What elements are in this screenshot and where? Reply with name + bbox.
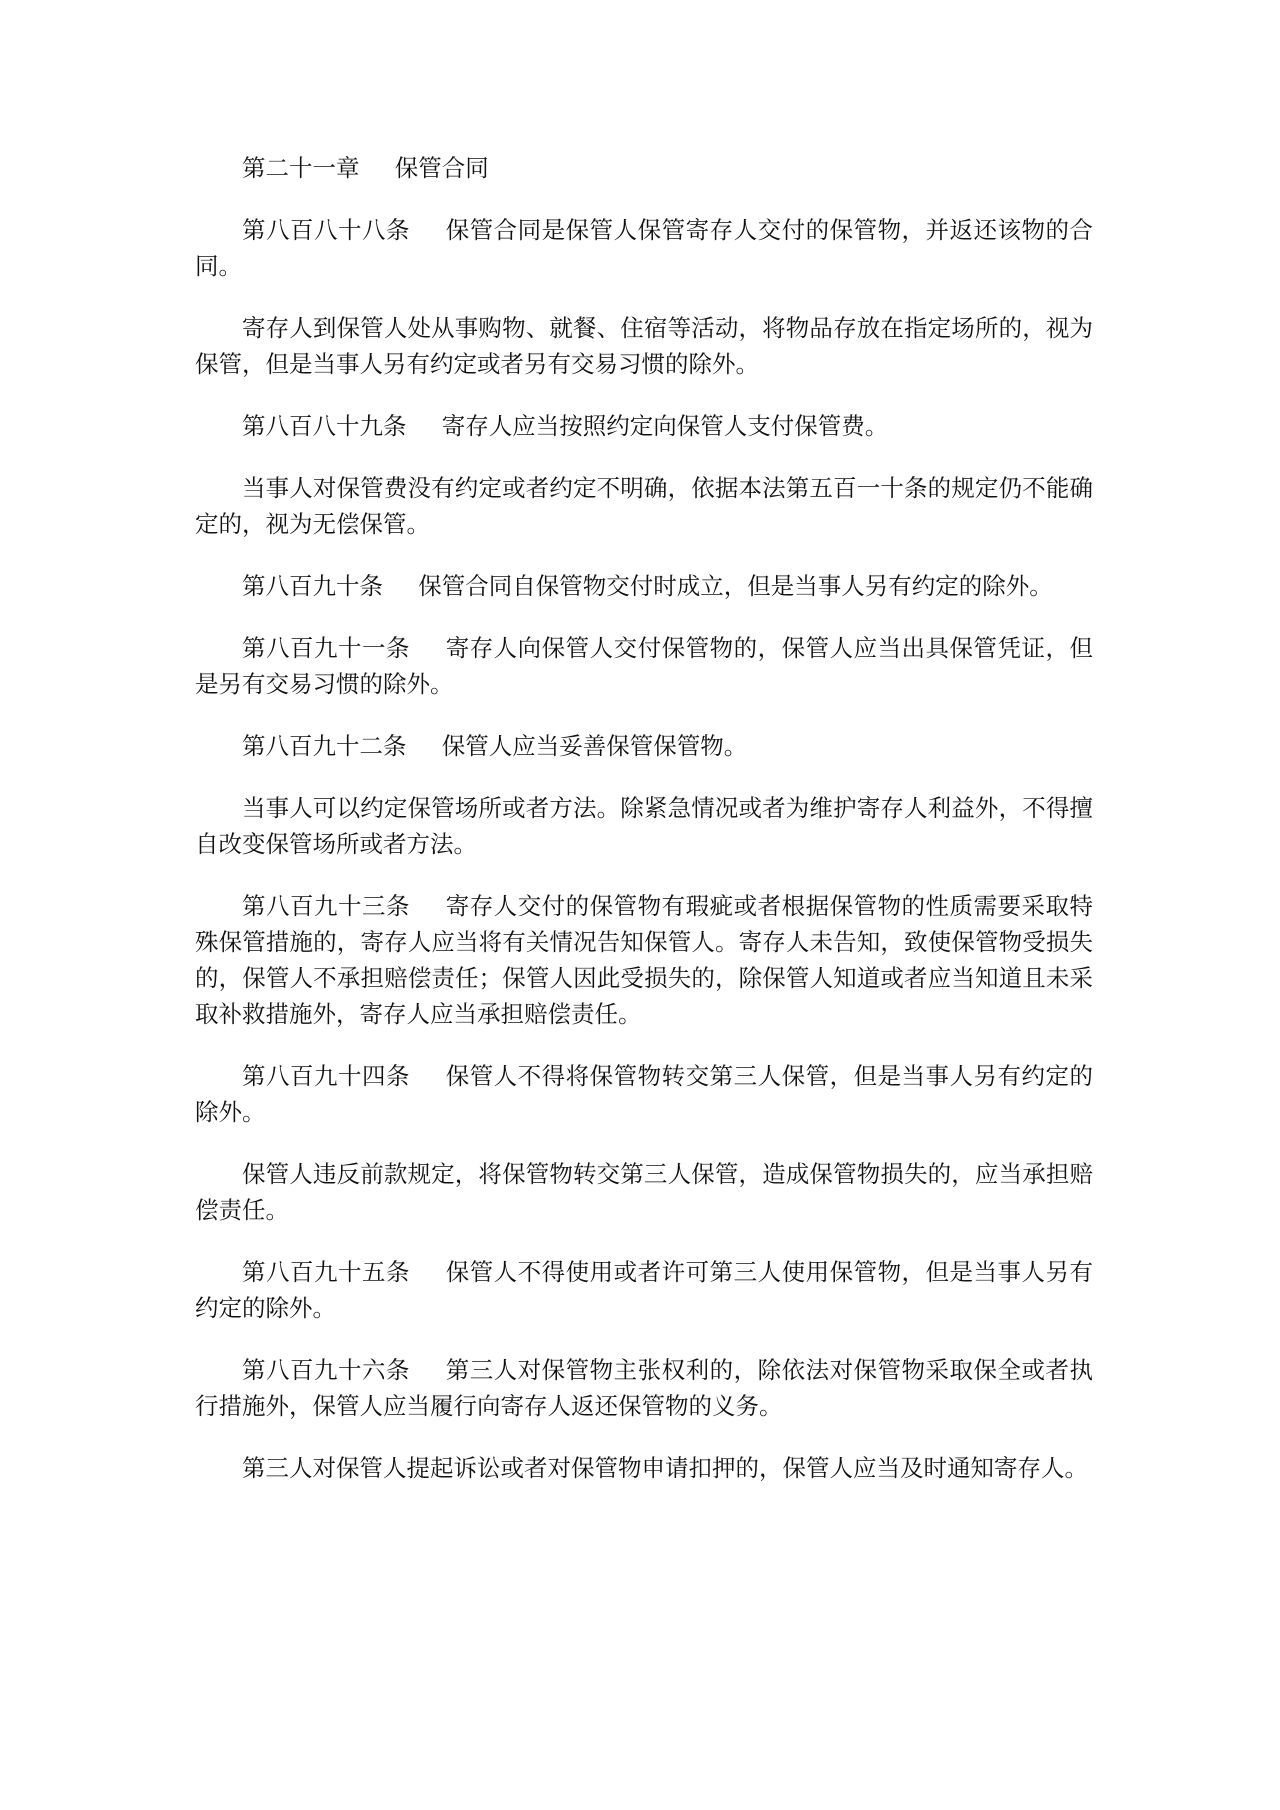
article-heading: 第八百九十三条 [242, 892, 410, 920]
article-894-para-2 [195, 1156, 1093, 1228]
chapter-name: 保管合同 [394, 154, 489, 182]
article-text: 第三人对保管物主张权利的，除依法对保管物采取保全或者执行措施外，保管人应当履行向寄存人返还保管物的义务。 [195, 1356, 1094, 1420]
article-text: 当事人可以约定保管场所或者方法。除紧急情况或者为维护寄存人利益外，不得擅自改变保管场所或者方法。 [195, 794, 1093, 858]
article-888 [195, 212, 1093, 284]
article-896-para-2 [195, 1450, 1093, 1486]
article-text: 保管人不得将保管物转交第三人保管，但是当事人另有约定的除外。 [195, 1062, 1094, 1126]
article-text: 寄存人向保管人交付保管物的，保管人应当出具保管凭证，但是另有交易习惯的除外。 [195, 634, 1094, 698]
article-text: 保管人违反前款规定，将保管物转交第三人保管，造成保管物损失的，应当承担赔偿责任。 [195, 1160, 1093, 1224]
article-heading: 第八百九十五条 [242, 1258, 410, 1286]
article-heading: 第八百九十条 [242, 572, 383, 600]
article-heading: 第八百八十九条 [242, 412, 407, 440]
article-heading: 第八百八十八条 [242, 216, 410, 244]
article-891 [195, 630, 1093, 702]
article-text: 保管人应当妥善保管保管物。 [441, 732, 748, 760]
article-text: 寄存人应当按照约定向保管人支付保管费。 [441, 412, 889, 440]
article-text: 当事人对保管费没有约定或者约定不明确，依据本法第五百一十条的规定仍不能确定的，视为无偿保管。 [195, 474, 1093, 538]
article-890 [195, 568, 1093, 604]
chapter-title [195, 150, 1093, 186]
article-895 [195, 1254, 1093, 1326]
article-heading: 第八百九十四条 [242, 1062, 410, 1090]
article-text: 寄存人交付的保管物有瑕疵或者根据保管物的性质需要采取特殊保管措施的，寄存人应当将有关情况告知保管人。寄存人未告知，致使保管物受损失的，保管人不承担赔偿责任；保管人因此受损失的，除保管人知道或者应当知道且未采取补救措施外，寄存人应当承担赔偿责任。 [195, 892, 1094, 1028]
article-heading: 第八百九十一条 [242, 634, 410, 662]
article-889-para-2 [195, 470, 1093, 542]
article-892-para-2 [195, 790, 1093, 862]
article-896 [195, 1352, 1093, 1424]
article-892 [195, 728, 1093, 764]
article-888-para-2 [195, 310, 1093, 382]
article-heading: 第八百九十六条 [242, 1356, 410, 1384]
article-text: 保管合同自保管物交付时成立，但是当事人另有约定的除外。 [418, 572, 1053, 600]
article-text: 第三人对保管人提起诉讼或者对保管物申请扣押的，保管人应当及时通知寄存人。 [242, 1454, 1088, 1482]
article-text: 保管人不得使用或者许可第三人使用保管物，但是当事人另有约定的除外。 [195, 1258, 1094, 1322]
article-text: 寄存人到保管人处从事购物、就餐、住宿等活动，将物品存放在指定场所的，视为保管，但是当事人另有约定或者另有交易习惯的除外。 [195, 314, 1093, 378]
article-894 [195, 1058, 1093, 1130]
document-page [195, 150, 1093, 1512]
article-893 [195, 888, 1093, 1032]
chapter-number: 第二十一章 [242, 154, 360, 182]
article-text: 保管合同是保管人保管寄存人交付的保管物，并返还该物的合同。 [195, 216, 1094, 280]
article-heading: 第八百九十二条 [242, 732, 407, 760]
article-889 [195, 408, 1093, 444]
